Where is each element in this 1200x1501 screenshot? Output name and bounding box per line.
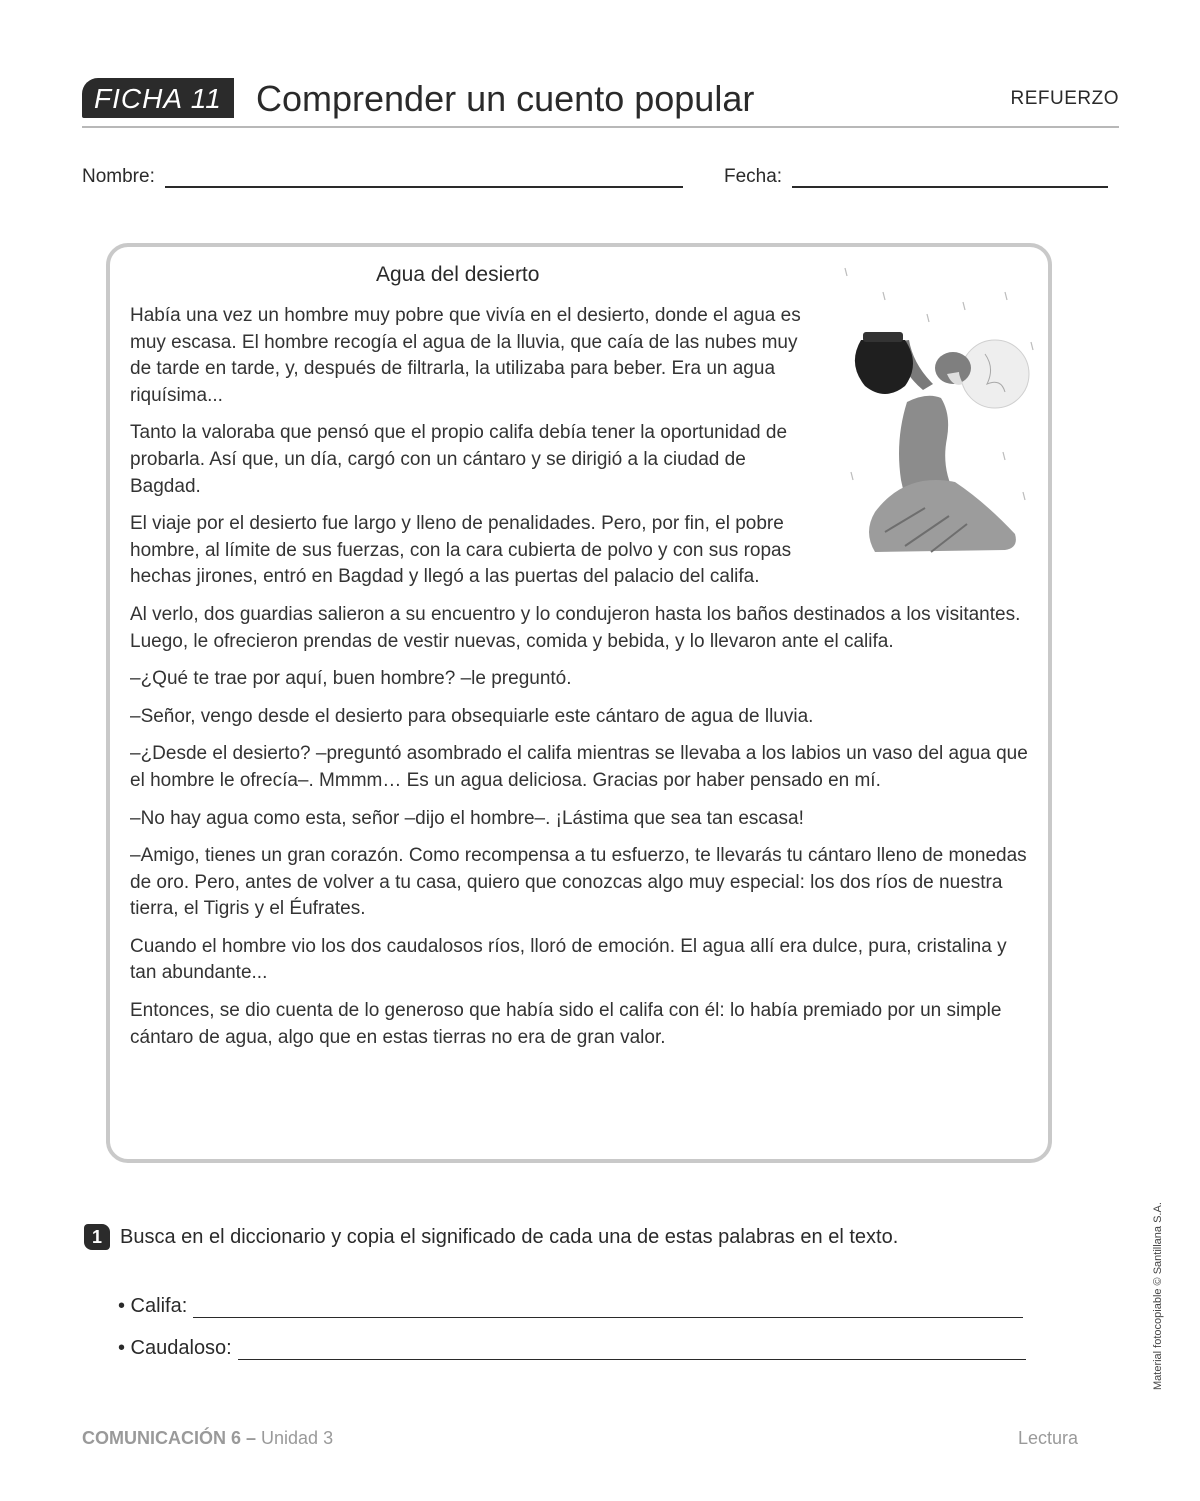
page-title: Comprender un cuento popular bbox=[256, 78, 755, 119]
copyright-note: Material fotocopiable © Santillana S.A. bbox=[1152, 1202, 1164, 1390]
story-paragraph: El viaje por el desierto fue largo y lleno de penalidades. Pero, por fin, el pobre hombre, al límite de sus fuerzas, con la cara cubierta de polvo y con sus ropas hechas jirones, entró en Bagdad y llegó a las puertas del palacio del califa. bbox=[130, 513, 792, 588]
answer-label: • Califa: bbox=[118, 1295, 188, 1317]
story-title: Agua del desierto bbox=[376, 263, 540, 286]
answer-line-califa[interactable] bbox=[193, 1299, 1023, 1318]
date-field-line[interactable] bbox=[792, 166, 1108, 188]
answer-row-caudaloso bbox=[118, 1337, 1026, 1360]
footer-subject bbox=[82, 1428, 333, 1449]
ficha-badge: FICHA 11 bbox=[82, 78, 234, 118]
story-paragraph: Entonces, se dio cuenta de lo generoso que había sido el califa con él: lo había premiado por un simple cántaro de agua, algo que en estas tierras no era de gran valor. bbox=[130, 1000, 1002, 1048]
page-header bbox=[82, 74, 1119, 128]
exercise-number-badge: 1 bbox=[84, 1224, 110, 1250]
date-field-row bbox=[724, 166, 1108, 188]
answer-label: • Caudaloso: bbox=[118, 1337, 232, 1359]
date-label: Fecha: bbox=[724, 166, 783, 187]
story-paragraph: Había una vez un hombre muy pobre que vivía en el desierto, donde el agua es muy escasa. El hombre recogía el agua de la lluvia, que caía de las nubes muy de tarde en tarde, y, después de filtrarla, la utilizaba para beber. Era un agua riquísima... bbox=[130, 305, 801, 406]
name-label: Nombre: bbox=[82, 166, 155, 187]
footer-section: Lectura bbox=[1017, 1428, 1078, 1448]
story-paragraph: –No hay agua como esta, señor –dijo el hombre–. ¡Lástima que sea tan escasa! bbox=[130, 807, 804, 829]
footer-subject-label: COMUNICACIÓN 6 – bbox=[82, 1428, 257, 1448]
story-paragraph: Tanto la valoraba que pensó que el propio califa debía tener la oportunidad de probarla. Así que, un día, cargó con un cántaro y se dirigió a la ciudad de Bagdad. bbox=[130, 422, 788, 497]
story-paragraphs-narrow bbox=[130, 303, 1030, 591]
name-field-row bbox=[82, 166, 683, 188]
answer-row-califa bbox=[118, 1295, 1023, 1318]
story-text bbox=[130, 303, 1030, 1062]
story-paragraph: –¿Desde el desierto? –preguntó asombrado el califa mientras se llevaba a los labios un vaso del agua que el hombre le ofrecía–. Mmmm… Es un agua deliciosa. Gracias por haber pensado en mí. bbox=[130, 743, 1028, 791]
story-paragraph: Cuando el hombre vio los dos caudalosos ríos, lloró de emoción. El agua allí era dulce, pura, cristalina y tan abundante... bbox=[130, 935, 1007, 984]
story-paragraph: Al verlo, dos guardias salieron a su encuentro y lo condujeron hasta los baños destinados a los visitantes. Luego, le ofrecieron prendas de vestir nuevas, comida y bebida, y lo llevaron ante el califa. bbox=[130, 603, 1021, 652]
exercise-prompt: Busca en el diccionario y copia el significado de cada una de estas palabras en el texto. bbox=[120, 1226, 899, 1248]
answer-line-caudaloso[interactable] bbox=[238, 1341, 1026, 1360]
level-label: REFUERZO bbox=[1010, 88, 1119, 109]
story-paragraph: –Señor, vengo desde el desierto para obsequiarle este cántaro de agua de lluvia. bbox=[130, 705, 814, 727]
footer-unit-label: Unidad 3 bbox=[261, 1428, 334, 1448]
name-field-line[interactable] bbox=[165, 166, 683, 188]
story-paragraph: –Amigo, tienes un gran corazón. Como recompensa a tu esfuerzo, te llevarás tu cántaro lleno de monedas de oro. Pero, antes de volver a tu casa, quiero que conozcas algo muy especial: los dos ríos de nuestra tierra, el Tigris y el Éufrates. bbox=[130, 845, 1027, 920]
story-paragraphs-wide bbox=[130, 602, 1030, 1051]
story-paragraph: –¿Qué te trae por aquí, buen hombre? –le preguntó. bbox=[130, 668, 572, 690]
